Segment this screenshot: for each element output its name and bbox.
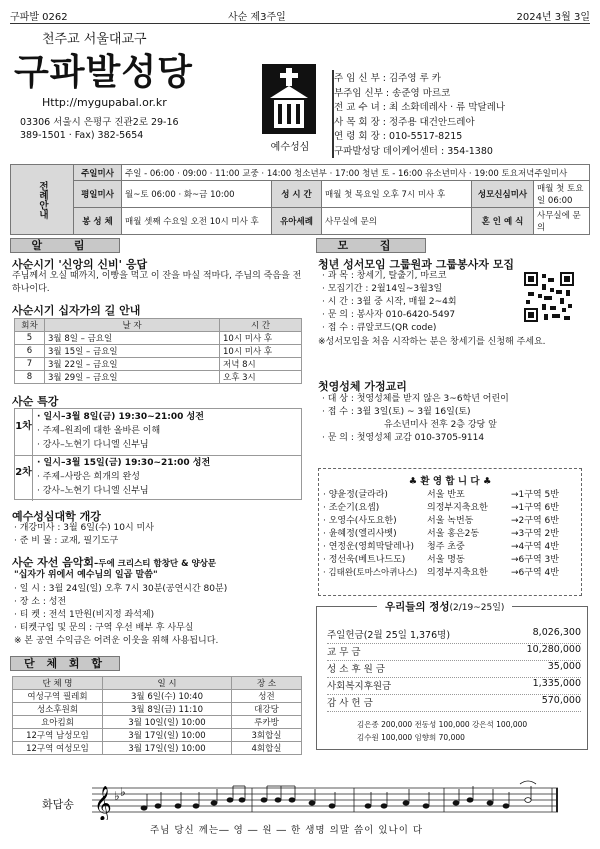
welcome-box [318,468,582,596]
logo-caption: 예수성심 [270,142,310,153]
member-origin: 의정부지축요한 [427,503,488,513]
member-name: · 양윤정(글라라) [323,490,388,500]
concert-line: · 티 켓 : 전석 1만원(비지정 좌석제) [14,610,155,620]
cell: 여성구역 필레회 [13,690,103,703]
concert-title-row [12,554,216,570]
cell: 3월 10일(일) 10:00 [103,716,232,729]
member-zone: →1구역 5반 [511,490,559,500]
offering-amount: 35,000 [547,661,581,672]
member-zone: →4구역 4반 [511,542,559,552]
member-origin: 서울 명동 [427,555,465,565]
staff-item: 주 임 신 부 : 김주영 루 카 [334,73,441,84]
list-item [323,489,579,502]
lecture1-number: 1차 [15,409,33,455]
svg-text:♭: ♭ [120,785,126,799]
list-item [323,541,579,554]
holy-hour-header: 성 시 간 [272,181,322,208]
welcome-title: ♣ 환 영 합 니 다 ♣ [408,476,492,487]
staff-item: 전 교 수 녀 : 최 소화데레사 · 류 막달레나 [334,102,506,114]
member-zone: →6구역 3반 [511,555,559,565]
concert-line: · 티켓구입 및 문의 : 구역 우선 배부 후 사무실 [14,623,194,633]
first-communion-line: · 대 상 : 첫영성체를 받지 않은 3~6학년 어린이 [322,394,509,404]
weekday-mass-header: 평일미사 [74,181,122,208]
member-name: · 정선욱(베트나드도) [323,555,406,565]
col-header: 일 시 [103,677,232,690]
member-zone: →1구역 6반 [511,503,559,513]
table-row [15,371,302,384]
offering-label: 성 소 후 원 금 [327,664,385,675]
col-header: 시 간 [220,319,302,332]
staff-item: 연 령 회 장 : 010-5517-8215 [334,131,463,143]
cell: 8 [15,371,45,384]
recruit-section-title: 모 집 [316,238,426,253]
cell: 대강당 [232,703,302,716]
table-row [13,690,302,703]
issue-number: 구파발 0262 [10,12,68,23]
music-staff-icon [92,780,558,820]
offering-amount: 8,026,300 [532,627,581,638]
bible-group-line: · 과 목 : 창세기, 탈출기, 마르코 [322,271,447,281]
church-phone: 389-1501 · Fax) 382-5654 [20,130,144,141]
communion-header: 봉 성 체 [74,208,122,235]
diocese-name: 천주교 서울대교구 [42,32,147,47]
member-name: · 오영수(사도요한) [323,516,397,526]
staff-item: 사 목 회 장 : 정주용 대건안드레아 [334,116,475,128]
cell: 12구역 남성모임 [13,729,103,742]
lecture2-line: · 강사–노현기 다니엘 신부님 [37,486,149,496]
college-line: · 준 비 물 : 교재, 필기도구 [14,536,119,546]
bible-group-title: 청년 성서모임 그룹원과 그룹봉사자 모집 [318,258,514,271]
member-name: · 윤혜정(엘리사벳) [323,529,397,539]
member-name: · 연정운(영희막달레나) [323,542,414,552]
cell: 오후 3시 [220,371,302,384]
member-origin: 서울 반포 [427,490,465,500]
way-of-cross-title: 사순시기 십자가의 길 안내 [12,304,141,317]
college-line: · 개강미사 : 3월 6일(수) 10시 미사 [14,523,154,533]
member-name: · 조순기(요셉) [323,503,380,513]
col-header: 단 체 명 [13,677,103,690]
mystery-of-faith-text: 주님께서 오실 때까지, 이빵을 먹고 이 잔을 마실 적마다, 주님의 죽음을 전하나이다. [12,271,302,294]
member-zone: →3구역 2반 [511,529,559,539]
first-communion-title: 첫영성체 가정교리 [318,380,407,393]
mystery-of-faith-title: 사순시기 '신앙의 신비' 응답 [12,258,148,271]
church-name: 구파발성당 [14,52,193,93]
weekday-mass-times: 월~토 06:00 · 화~금 10:00 [122,181,272,208]
cell: 6 [15,345,45,358]
member-zone: →6구역 4반 [511,568,559,578]
bible-group-line: · 시 간 : 3월 중 시작, 매월 2~4회 [322,297,457,307]
lecture1-line: · 일시–3월 8일(금) 19:30~21:00 성전 [37,412,204,422]
list-item [323,554,579,567]
list-item [327,627,581,644]
staff-divider [332,70,334,158]
first-communion-line: · 접 수 : 3월 3일(토) ~ 3월 16일(토) [322,407,471,417]
offering-amount: 570,000 [541,695,581,706]
concert-title: 사순 자선 음악회 [12,556,95,569]
lecture1-line: · 강사–노현기 다니엘 신부님 [37,440,149,450]
lent-lecture-title: 사순 특강 [12,395,59,408]
cell: 3월 17일(일) 10:00 [103,742,232,755]
lecture-box [14,408,302,500]
member-origin: 서울 홍은2동 [427,529,480,539]
cell: 3월 29일 – 금요일 [45,371,220,384]
member-zone: →2구역 6반 [511,516,559,526]
offering-title-row [377,599,512,614]
list-item [323,502,579,515]
table-row [15,345,302,358]
psalm-label: 화답송 [42,798,74,811]
marriage-header: 혼 인 예 식 [472,208,534,235]
cell: 요아킴회 [13,716,103,729]
cell: 7 [15,358,45,371]
concert-performers: –두에 크리스티 함창단 & 양상문 [94,559,217,569]
offering-list [327,627,581,712]
offering-amount: 1,335,000 [532,678,581,689]
concert-line: · 장 소 : 성전 [14,597,67,607]
col-header: 날 자 [45,319,220,332]
college-title: 예수성심대학 개강 [12,510,101,523]
member-origin: 의정부지축요한 [427,568,488,578]
table-row [13,703,302,716]
svg-text:♭: ♭ [114,789,120,803]
church-logo-icon [262,64,316,134]
lecture2-number: 2차 [15,455,33,501]
lecture-divider [15,455,301,456]
list-item [327,695,581,712]
bible-group-line: · 모집기간 : 2월14일~3월3일 [322,284,443,294]
col-header: 장 소 [232,677,302,690]
offering-label: 교 무 금 [327,647,361,658]
cell: 10시 미사 후 [220,332,302,345]
cell: 4회합실 [232,742,302,755]
list-item [323,567,579,580]
communion-time: 매월 셋째 수요일 오전 10시 미사 후 [122,208,272,235]
cell: 3월 8일(금) 11:10 [103,703,232,716]
group-meeting-table [12,676,302,755]
marian-mass-header: 성모신심미사 [472,181,534,208]
list-item [323,515,579,528]
cell: 5 [15,332,45,345]
member-origin: 서울 녹번동 [427,516,474,526]
first-communion-line: 유소년미사 전후 2층 강당 앞 [384,420,497,430]
concert-line: · 일 시 : 3월 24일(일) 오후 7시 30분(공연시간 80분) [14,584,228,594]
way-of-cross-table [14,318,302,384]
psalm-lyrics: 주님 당신 께는― 영 ― 원 ― 한 생명 의말 씀이 있나이 다 [150,825,424,836]
concert-quote: "십자가 위에서 예수님의 일곱 말씀" [14,570,158,580]
masthead [14,28,254,158]
qr-code-icon[interactable] [524,272,574,322]
bible-group-line: · 접 수 : 큐알코드(QR code) [322,323,437,333]
sunday-mass-header: 주일미사 [74,165,122,181]
holy-hour-time: 매월 첫 목요일 오후 7시 미사 후 [322,181,472,208]
offering-title: 우리들의 정성 [385,601,450,613]
church-url[interactable]: Http://mygupabal.or.kr [42,96,167,109]
cell: 3월 15일 – 금요일 [45,345,220,358]
table-row [15,332,302,345]
marriage-info: 사무실에 문의 [534,208,590,235]
cell: 성전 [232,690,302,703]
cell: 3월 17일(일) 10:00 [103,729,232,742]
church-address: 03306 서울시 은평구 진관2로 29-16 [20,117,179,128]
cell: 성소후원회 [13,703,103,716]
cell: 3월 6일(수) 10:40 [103,690,232,703]
concert-note: ※ 본 공연 수익금은 어려운 이웃을 위해 사용됩니다. [14,636,219,646]
top-bar [10,6,590,24]
cell: 3월 8일 – 금요일 [45,332,220,345]
cell: 저녁 8시 [220,358,302,371]
lecture1-line: · 주제–원죄에 대한 올바른 이해 [37,426,161,436]
bible-group-line: · 문 의 : 봉사자 010-6420-5497 [322,310,456,320]
lecture2-line: · 일시–3월 15일(금) 19:30~21:00 성전 [37,458,211,468]
list-item [323,528,579,541]
list-item [327,661,581,678]
member-origin: 청주 초중 [427,542,465,552]
groups-section-title: 단 체 회 합 [10,656,120,671]
offering-label: 주일헌금(2월 25일 1,376명) [327,630,451,641]
liturgy-schedule-table [10,164,590,235]
staff-list [334,70,594,158]
bible-group-note: ※성서모임을 처음 시작하는 분은 창세기를 신청해 주세요. [318,337,546,347]
marian-mass-time: 매월 첫 토요일 06:00 [534,181,590,208]
offering-box [316,601,588,750]
issue-date: 2024년 3월 3일 [516,12,590,23]
cell: 12구역 여성모임 [13,742,103,755]
list-item [327,644,581,661]
member-name: · 김태완(토마스아퀴나스) [323,568,418,578]
first-communion-line: · 문 의 : 첫영성체 교감 010-3705-9114 [322,433,485,443]
table-row [13,729,302,742]
table-row [13,716,302,729]
col-header: 회차 [15,319,45,332]
offering-period: (2/19~25일) [449,603,505,613]
cell: 3회합실 [232,729,302,742]
baptism-info: 사무실에 문의 [322,208,472,235]
staff-item: 부주임 신부 : 송준영 마르코 [334,87,451,99]
cell: 루카방 [232,716,302,729]
welcome-list [323,489,579,580]
sacred-heart-logo [258,64,322,156]
sunday-mass-times: 주일 - 06:00 · 09:00 · 11:00 교중 · 14:00 청소년부 · 17:00 청년 토 - 16:00 유소년미사 · 19:00 토요저녁주일미사 [122,165,590,181]
donor-line: 김수원 100,000 임향희 70,000 [357,733,465,742]
offering-amount: 10,280,000 [526,644,581,655]
cell: 3월 22일 – 금요일 [45,358,220,371]
offering-label: 감 사 헌 금 [327,698,373,709]
donor-line: 김은종 200,000 전동성 100,000 강은석 100,000 [357,720,528,729]
offering-label: 사회복지후원금 [327,681,392,692]
svg-text:𝄞: 𝄞 [94,786,112,820]
table-row [13,742,302,755]
notice-section-title: 알 림 [10,238,120,253]
cell: 10시 미사 후 [220,345,302,358]
lecture2-line: · 주제–사랑은 희개의 완성 [37,472,140,482]
list-item [327,678,581,695]
schedule-label: 전례안내 [11,165,74,235]
staff-item: 구파발성당 데이케어센터 : 354-1380 [334,145,493,157]
baptism-header: 유아세례 [272,208,322,235]
table-row [15,358,302,371]
liturgical-week: 사순 제3주일 [228,12,286,23]
